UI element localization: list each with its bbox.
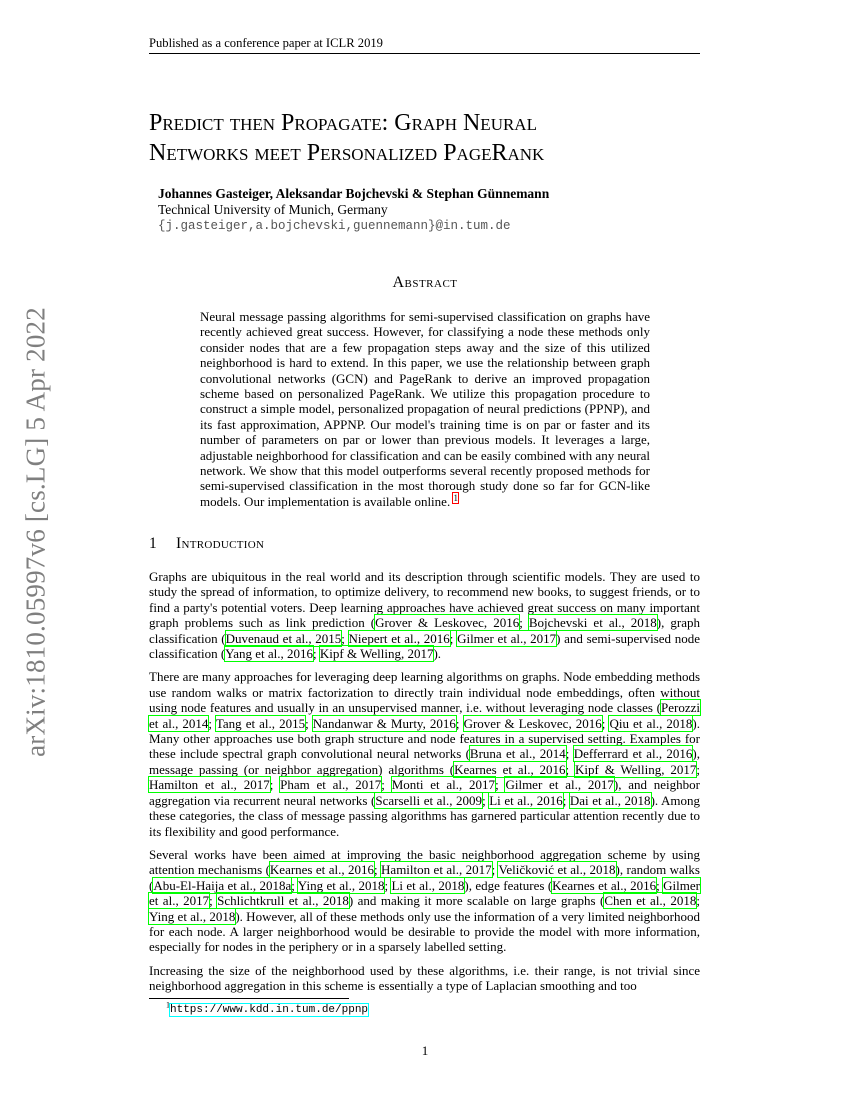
paragraph-text: ;	[491, 862, 499, 878]
paragraph-text: ;	[482, 792, 490, 808]
citation-link[interactable]: Kearnes et al., 2016	[552, 877, 657, 893]
paragraph-text: ) and making it more scalable on large graphs (	[348, 893, 605, 909]
citation-link[interactable]: Duvenaud et al., 2015	[225, 630, 342, 646]
paragraph-text: ;	[209, 893, 218, 909]
paragraph-text: ;	[562, 792, 570, 808]
footnote-number: 1	[166, 1000, 170, 1010]
paragraph-text: ), random walks (	[149, 862, 700, 893]
citation-link[interactable]: Bruna et al., 2014	[469, 746, 566, 762]
citation-link[interactable]: Scarselli et al., 2009	[375, 792, 483, 808]
paragraph-text: ). Among these categories, the class of message passing algorithms has garnered particular attention recently due to its flexibility and good performance.	[149, 792, 700, 839]
paragraph-text: Graphs are ubiquitous in the real world and its description through scientific models. They are used to study the spread of information, to optimize delivery, to recommend new books, to suggest friends, or to find a party's potential voters. Deep learning approaches have achieved great success on many important graph problems such as link prediction (	[149, 569, 700, 631]
footnote-url[interactable]: https://www.kdd.in.tum.de/ppnp	[170, 1004, 369, 1016]
paragraph-text: ). However, all of these methods only use the information of a very limited neighborhood for each node. A larger neighborhood would be desirable to provide the model with more information, especially for nodes in the periphery or in a sparsely labelled setting.	[149, 908, 701, 955]
abstract-text: Neural message passing algorithms for semi-supervised classification on graphs have recently achieved great success. However, for classifying a node these methods only consider nodes that are a few propagation steps away and the size of this utilized neighborhood is hard to extend. In this paper, we use the relationship between graph convolutional networks (GCN) and PageRank to derive an improved propagation scheme based on personalized PageRank. We utilize this propagation procedure to construct a simple model, personalized propagation of neural predictions (PPNP), and its fast approximation, APPNP. Our model's training time is on par or faster and its number of parameters on par or lower than previous models. It leverages a large, adjustable neighborhood for classification and can be easily combined with any neural network. We show that this model outperforms several recently proposed methods for semi-supervised classification in the most thorough study done so far for GCN-like models. Our implementation is available online.	[200, 309, 650, 509]
paragraph-text: ;	[384, 877, 392, 893]
citation-link[interactable]: Kipf & Welling, 2017	[319, 646, 434, 662]
citation-link[interactable]: Dai et al., 2018	[569, 792, 651, 808]
citation-link[interactable]: Chen et al., 2018	[604, 893, 697, 909]
paragraph	[149, 669, 700, 838]
paragraph-text: ). Many other approaches use both graph structure and node features in a supervised setting. Examples for these include spectral graph convolutional neural networks (	[149, 715, 700, 762]
paragraph-text: ;	[269, 777, 281, 793]
citation-link[interactable]: Bojchevski et al., 2018	[528, 615, 657, 631]
paragraph-text: ;	[495, 777, 506, 793]
footnote	[166, 1002, 368, 1017]
page-number: 1	[421, 1043, 429, 1058]
citation-link[interactable]: Hamilton et al., 2017	[381, 862, 492, 878]
paragraph-text: ), graph classification (	[149, 615, 700, 646]
citation-link[interactable]: Tang et al., 2015	[215, 715, 306, 731]
paragraph-text: ;	[601, 715, 610, 731]
abstract-body	[200, 309, 650, 509]
citation-link[interactable]: Ying et al., 2018	[149, 908, 236, 924]
citation-link[interactable]: Kearnes et al., 2016	[454, 761, 566, 777]
paragraph-text: ;	[519, 615, 529, 631]
paragraph-text: ;	[313, 646, 320, 662]
author-names: Johannes Gasteiger, Aleksandar Bojchevski & Stephan Günnemann	[158, 186, 550, 201]
paragraph-text: ;	[341, 630, 349, 646]
abstract-heading: Abstract	[392, 274, 458, 291]
author-block	[158, 186, 549, 234]
paragraph-text: ;	[565, 761, 576, 777]
paragraph-text: ;	[656, 877, 664, 893]
paragraph-text: Several works have been aimed at improving the basic neighborhood aggregation scheme by using attention mechanisms (	[149, 846, 700, 878]
paragraph-text: ;	[381, 777, 392, 793]
paragraph-text: Increasing the size of the neighborhood used by these algorithms, i.e. their range, is not trivial since neighborhood aggregation in this scheme is essentially a type of Laplacian smoothing and too	[149, 962, 700, 994]
author-affiliation: Technical University of Munich, Germany	[158, 202, 388, 217]
paragraph-text: ;	[305, 715, 313, 731]
paragraph-text: ), message passing (or neighbor aggregation) algorithms (	[149, 746, 700, 777]
running-header: Published as a conference paper at ICLR 2019	[149, 36, 700, 54]
citation-link[interactable]: Niepert et al., 2016	[348, 630, 450, 646]
paragraph-text: ;	[565, 746, 574, 762]
arxiv-identifier[interactable]: arXiv:1810.05997v6 [cs.LG] 5 Apr 2022	[20, 307, 51, 757]
citation-link[interactable]: Defferrard et al., 2016	[573, 746, 693, 762]
paragraph-text: ), and neighbor aggregation via recurrent neural networks (	[149, 777, 700, 808]
citation-link[interactable]: Grover & Leskovec, 2016	[463, 715, 602, 731]
citation-link[interactable]: Gilmer et al., 2017	[457, 630, 557, 646]
paragraph-text: ;	[455, 715, 464, 731]
citation-link[interactable]: Pham et al., 2017	[280, 777, 382, 793]
paper-title	[149, 108, 709, 168]
citation-link[interactable]: Yang et al., 2016	[225, 646, 314, 662]
citation-link[interactable]: Li et al., 2018	[391, 877, 465, 893]
citation-link[interactable]: Nandanwar & Murty, 2016	[312, 715, 456, 731]
citation-link[interactable]: Grover & Leskovec, 2016	[375, 615, 520, 631]
section-number: 1	[149, 535, 158, 552]
paragraph-text: There are many approaches for leveraging deep learning algorithms on graphs. Node embedding methods use random walks or matrix factorization to directly train individual node embeddings, often without using node features and usually in an unsupervised manner, i.e. without leveraging node classes (	[149, 669, 700, 716]
author-email: {j.gasteiger,a.bojchevski,guennemann}@in.tum.de	[158, 219, 511, 233]
footnote-rule	[149, 998, 349, 999]
citation-link[interactable]: Abu-El-Haija et al., 2018a	[153, 877, 292, 893]
section-title: Introduction	[176, 535, 265, 552]
paragraph	[149, 569, 700, 661]
title-line-1: Predict then Propagate: Graph Neural	[149, 110, 537, 136]
section-heading	[149, 535, 264, 553]
paragraph-text: ) and semi-supervised node classification (	[149, 630, 700, 662]
citation-link[interactable]: Hamilton et al., 2017	[149, 777, 270, 793]
paragraph-text: ;	[374, 862, 382, 878]
citation-link[interactable]: Gilmer et al., 2017	[149, 877, 700, 909]
body-text	[149, 569, 700, 1002]
citation-link[interactable]: Ying et al., 2018	[297, 877, 385, 893]
footnote-link[interactable]: 1	[453, 492, 458, 503]
citation-link[interactable]: Perozzi et al., 2014	[149, 700, 700, 731]
citation-link[interactable]: Li et al., 2016	[489, 792, 563, 808]
citation-link[interactable]: Kearnes et al., 2016	[269, 862, 374, 878]
citation-link[interactable]: Gilmer et al., 2017	[505, 777, 614, 793]
paragraph-text: ;	[291, 877, 298, 893]
paragraph-text: ;	[449, 630, 458, 646]
paragraph-text: ).	[433, 646, 442, 662]
paragraph	[149, 963, 700, 994]
citation-link[interactable]: Qiu et al., 2018	[609, 715, 693, 731]
paragraph-text: ), edge features (	[464, 877, 553, 893]
citation-link[interactable]: Monti et al., 2017	[391, 777, 496, 793]
paragraph	[149, 847, 700, 955]
citation-link[interactable]: Schlichtkrull et al., 2018	[217, 893, 349, 909]
title-line-2: Networks meet Personalized PageRank	[149, 140, 545, 166]
paragraph-text: ;	[696, 893, 700, 909]
citation-link[interactable]: Veličković et al., 2018	[498, 862, 616, 878]
paragraph-text: ;	[696, 761, 700, 777]
citation-link[interactable]: Kipf & Welling, 2017	[575, 761, 697, 777]
paragraph-text: ;	[208, 715, 216, 731]
